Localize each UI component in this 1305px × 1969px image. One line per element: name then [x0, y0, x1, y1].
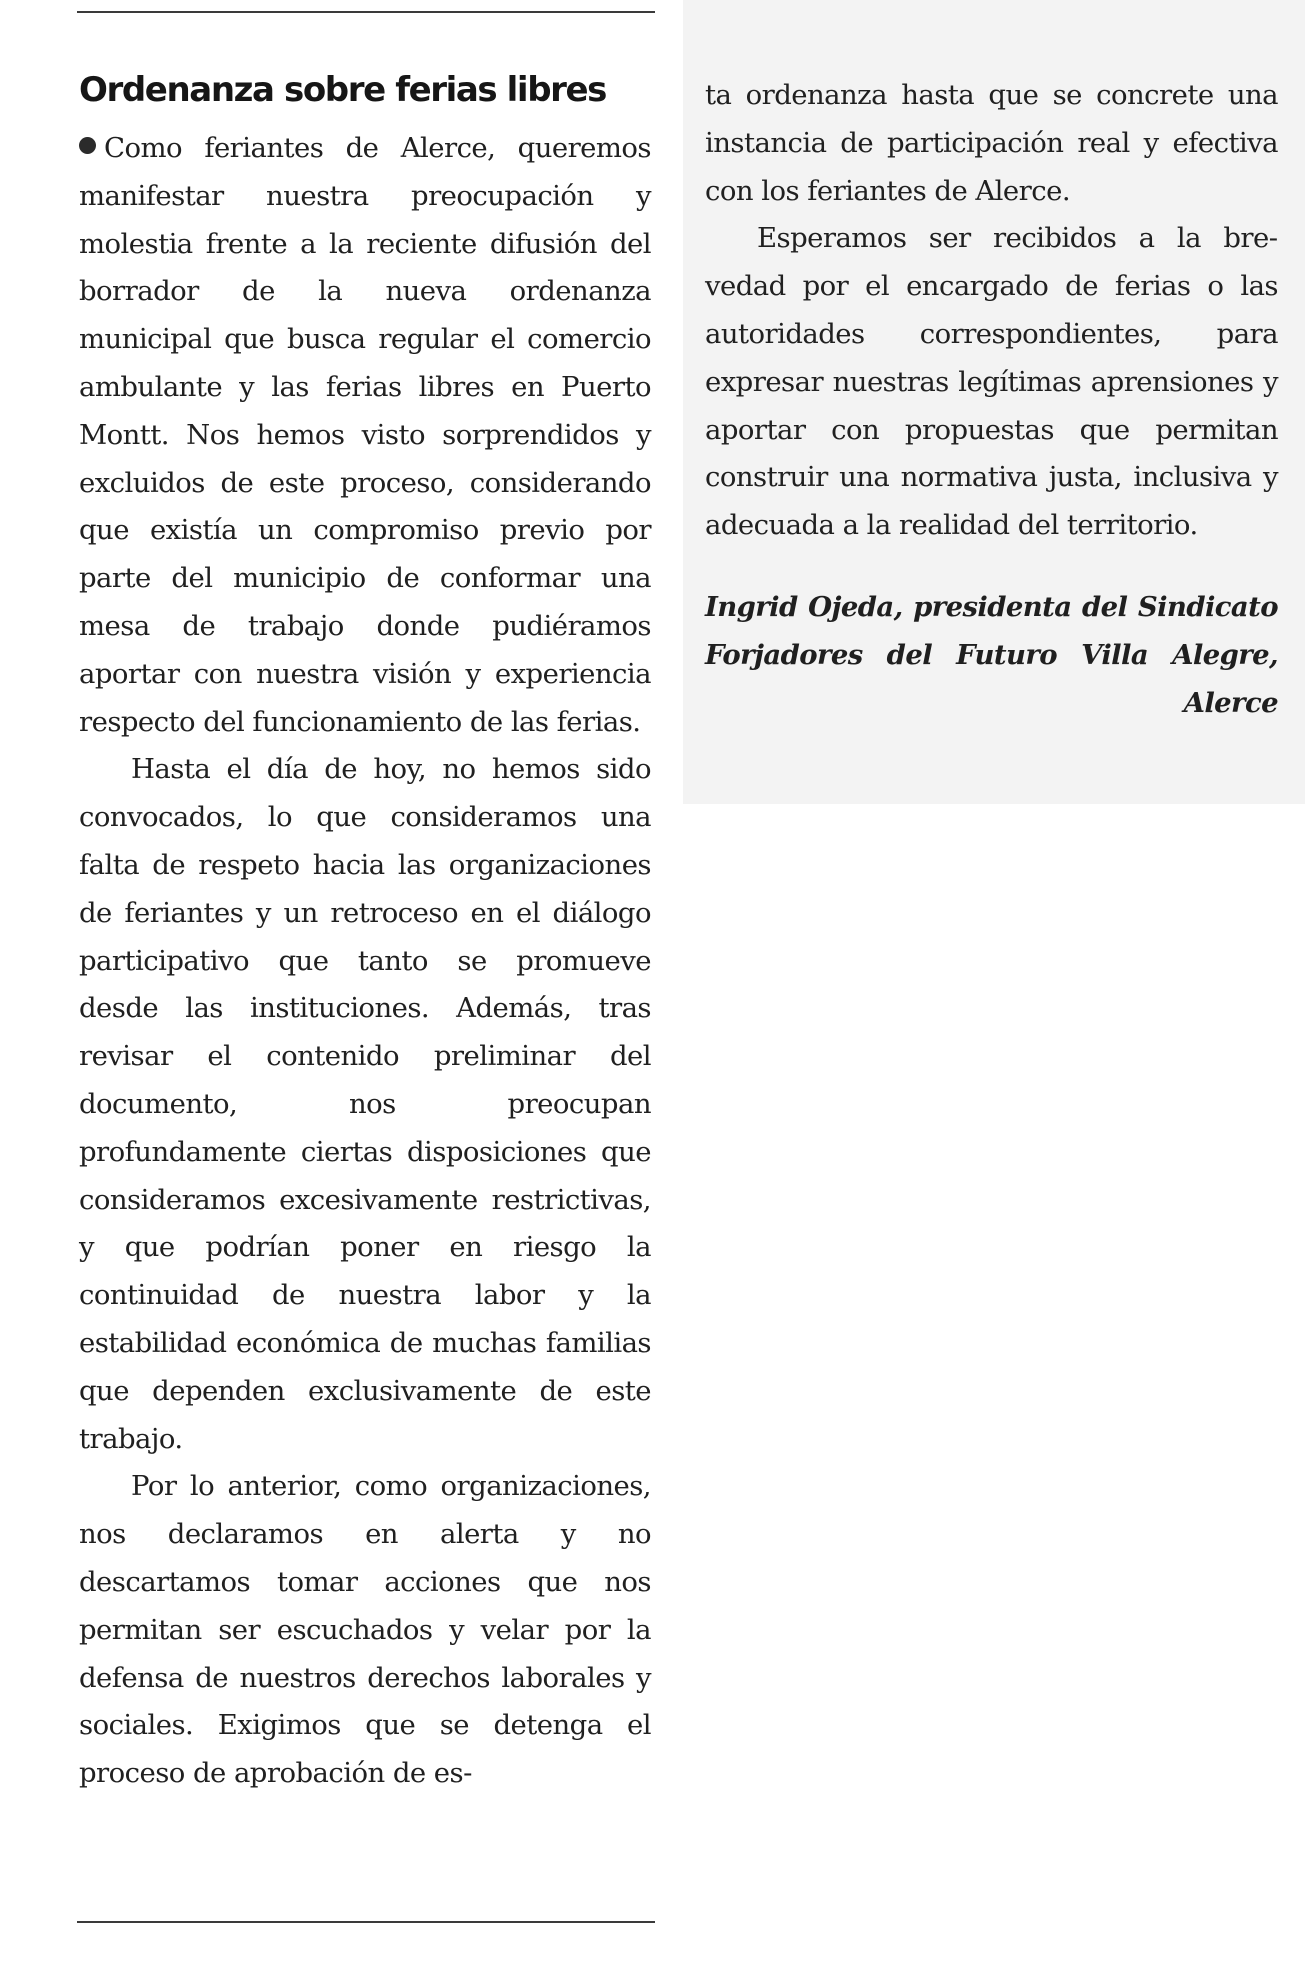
right-column	[705, 72, 1278, 727]
paragraph-2: Hasta el día de hoy, no hemos sido convocados, lo que consideramos una falta de respeto hacia las organizaciones de feriantes y un retroceso en el diálogo participativo que tanto se promueve desde las instituciones. Además, tras revisar el contenido preliminar del documento, nos preocupan profundamente ciertas disposiciones que consideramos excesivamente restrictivas, y que podrían poner en riesgo la continuidad de nuestra labor y la estabilidad económica de muchas familias que dependen exclusivamente de este trabajo.	[79, 753, 651, 1455]
signature: Ingrid Ojeda, presidenta del Sindicato Forjadores del Futuro Villa Alegre, Alerce	[705, 590, 1278, 719]
bottom-rule	[77, 1921, 655, 1923]
headline: Ordenanza sobre ferias libres	[79, 70, 606, 110]
bullet-icon	[79, 137, 96, 154]
paragraph-1: Como feriantes de Alerce, queremos manifestar nuestra preocupación y molestia frente a la reciente difusión del borrador de la nueva ordenanza municipal que busca regular el comercio ambulante y las ferias libres en Puerto Montt. Nos hemos visto sorprendidos y excluidos de este proceso, considerando que existía un compromiso previo por parte del municipio de conformar una mesa de trabajo donde pudiéramos aportar con nuestra visión y experiencia respecto del funcionamiento de las ferias.	[79, 132, 651, 738]
paragraph-3-end: ta ordenanza hasta que se concrete una instancia de participación real y efectiva con los feriantes de Alerce.	[705, 79, 1278, 207]
paragraph-3-start: Por lo anterior, como organizaciones, nos declaramos en alerta y no descartamos tomar acciones que nos permitan ser escuchados y velar por la defensa de nuestros derechos laborales y sociales. Exigimos que se detenga el proceso de aprobación de es-	[79, 1470, 651, 1790]
left-column	[79, 66, 651, 1798]
paragraph-4: Esperamos ser recibidos a la brevedad por el encargado de ferias o las autoridades correspondientes, para expresar nuestras legítimas aprensiones y aportar con propuestas que permitan construir una normativa justa, inclusiva y adecuada a la realidad del territorio.	[705, 222, 1278, 542]
top-rule	[77, 11, 655, 13]
